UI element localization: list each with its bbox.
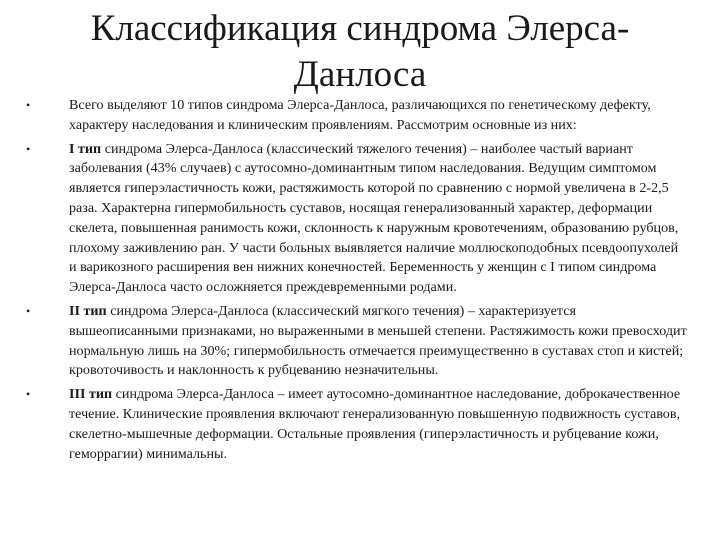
list-item-text: синдрома Элерса-Данлоса (классический мягкого течения) – характеризуется вышеописанными признаками, но выраженными в меньшей степени. Растяжимость кожи превосходит нормальную лишь на 30%; гипермобильность отмечается преимущественно в суставах стоп и кистей; кровоточивость и наклонность к рубцеванию незначительны. [69, 302, 687, 379]
bullet-icon: • [26, 141, 31, 156]
slide-title-line-2: Данлоса [293, 54, 427, 95]
slide-title [60, 6, 660, 98]
list-item-type-1 [26, 140, 688, 298]
list-item-text: синдрома Элерса-Данлоса – имеет аутосомно-доминантное наследование, доброкачественное течение. Клинические проявления включают генерализованную повышенную подвижность суставов, скелетно-мышечные деформации. Остальные проявления (гиперэластичность и рубцевание кожи, геморрагии) минимальны. [69, 386, 681, 462]
list-item-text: Всего выделяют 10 типов синдрома Элерса-Данлоса, различающихся по генетическому дефекту, характеру наследования и клиническим проявлениям. Рассмотрим основные из них: [69, 97, 651, 133]
slide-title-line-1: Классификация синдрома Элерса- [90, 8, 630, 49]
list-item-lead: III тип [69, 386, 113, 403]
list-item-intro [26, 96, 688, 136]
bullet-icon: • [26, 303, 31, 318]
bullet-icon: • [26, 387, 31, 402]
list-item-text: синдрома Элерса-Данлоса (классический тяжелого течения) – наиболее частый вариант заболевания (43% случаев) с аутосомно-доминантным типом наследования. Ведущим симптомом является гиперэластичность кожи, растяжимость которой по сравнению с нормой увеличена в 2-2,5 раза. Характерна гипермобильность суставов, носящая генерализованный характер, деформации скелета, повышенная ранимость кожи, склонность к наружным кровотечениям, образованию рубцов, плохому заживлению ран. У части больных выявляется наличие моллюскоподобных псевдоопухолей и варикозного расширения вен нижних конечностей. Беременность у женщин с I типом синдрома Элерса-Данлоса часто осложняется преждевременными родами. [69, 140, 679, 296]
list-item-lead: II тип [69, 302, 107, 319]
list-item-lead: I тип [69, 140, 102, 157]
bullet-icon: • [26, 98, 31, 112]
bullet-list [26, 96, 688, 468]
list-item-type-3 [26, 385, 688, 464]
list-item-type-2 [26, 302, 688, 381]
